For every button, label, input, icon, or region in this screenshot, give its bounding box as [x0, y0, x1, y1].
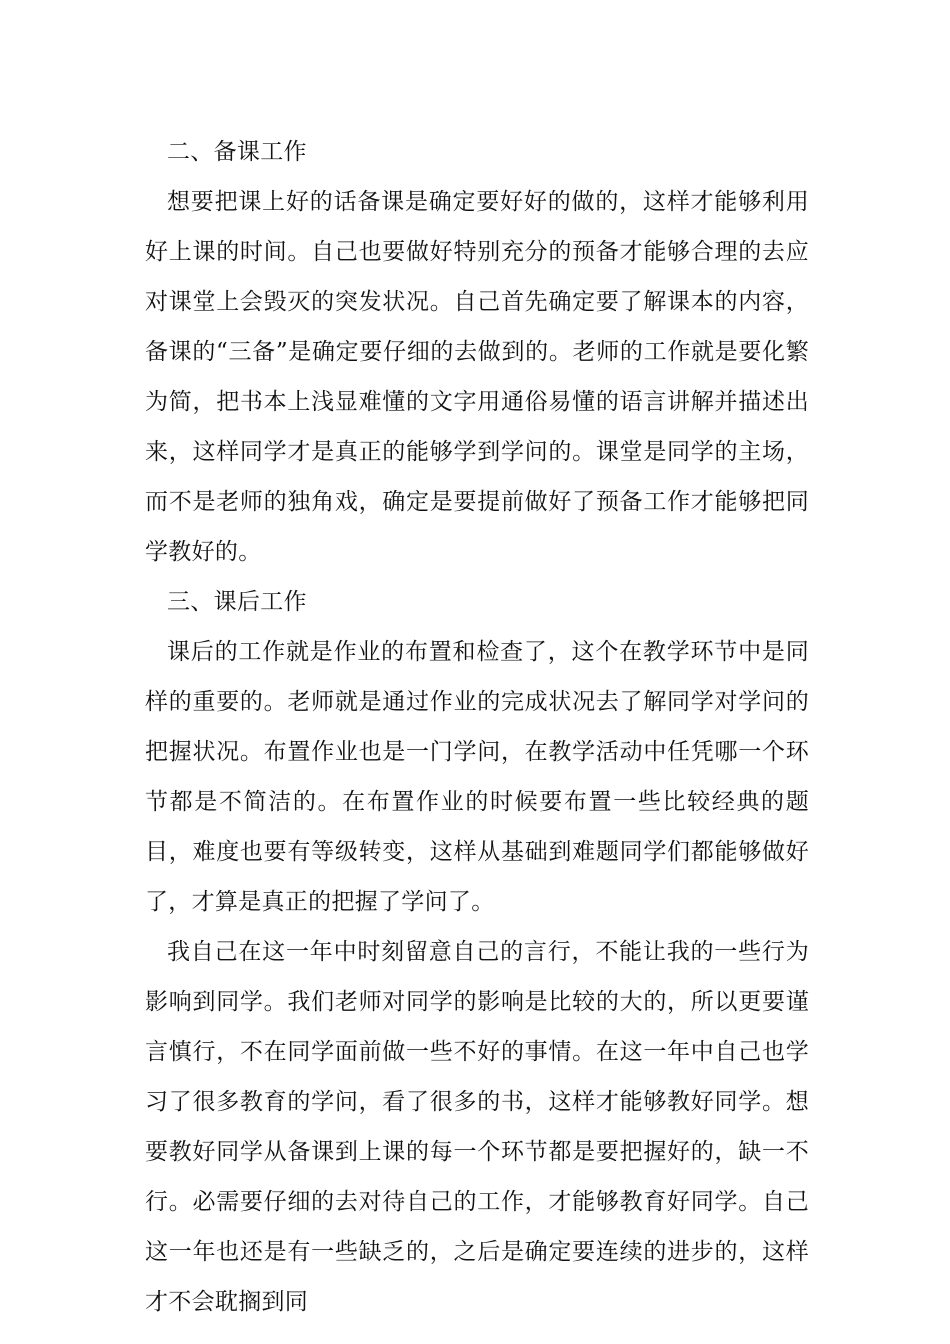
document-page — [145, 127, 809, 1327]
section-heading-lesson-prep: 二、备课工作 — [167, 139, 307, 165]
paragraph-lesson-prep: 想要把课上好的话备课是确定要好好的做的，这样才能够利用好上课的时间。自己也要做好特别充分的预备才能够合理的去应对课堂上会毁灭的突发状况。自己首先确定要了解课本的内容，备课的“三备”是确定要仔细的去做到的。老师的工作就是要化繁为简，把书本上浅显难懂的文字用通俗易懂的语言讲解并描述出来，这样同学才是真正的能够学到学问的。课堂是同学的主场，而不是老师的独角戏，确定是要提前做好了预备工作才能够把同学教好的。 — [145, 189, 809, 565]
section-heading-after-class: 三、课后工作 — [167, 589, 307, 615]
paragraph-after-class: 课后的工作就是作业的布置和检查了，这个在教学环节中是同样的重要的。老师就是通过作业的完成状况去了解同学对学问的把握状况。布置作业也是一门学问，在教学活动中任凭哪一个环节都是不简洁的。在布置作业的时候要布置一些比较经典的题目，难度也要有等级转变，这样从基础到难题同学们都能够做好了，才算是真正的把握了学问了。 — [145, 639, 809, 915]
paragraph-self-reflection: 我自己在这一年中时刻留意自己的言行，不能让我的一些行为影响到同学。我们老师对同学的影响是比较的大的，所以更要谨言慎行，不在同学面前做一些不好的事情。在这一年中自己也学习了很多教育的学问，看了很多的书，这样才能够教好同学。想要教好同学从备课到上课的每一个环节都是要把握好的，缺一不行。必需要仔细的去对待自己的工作，才能够教育好同学。自己这一年也还是有一些缺乏的，之后是确定要连续的进步的，这样才不会耽搁到同 — [145, 939, 809, 1315]
